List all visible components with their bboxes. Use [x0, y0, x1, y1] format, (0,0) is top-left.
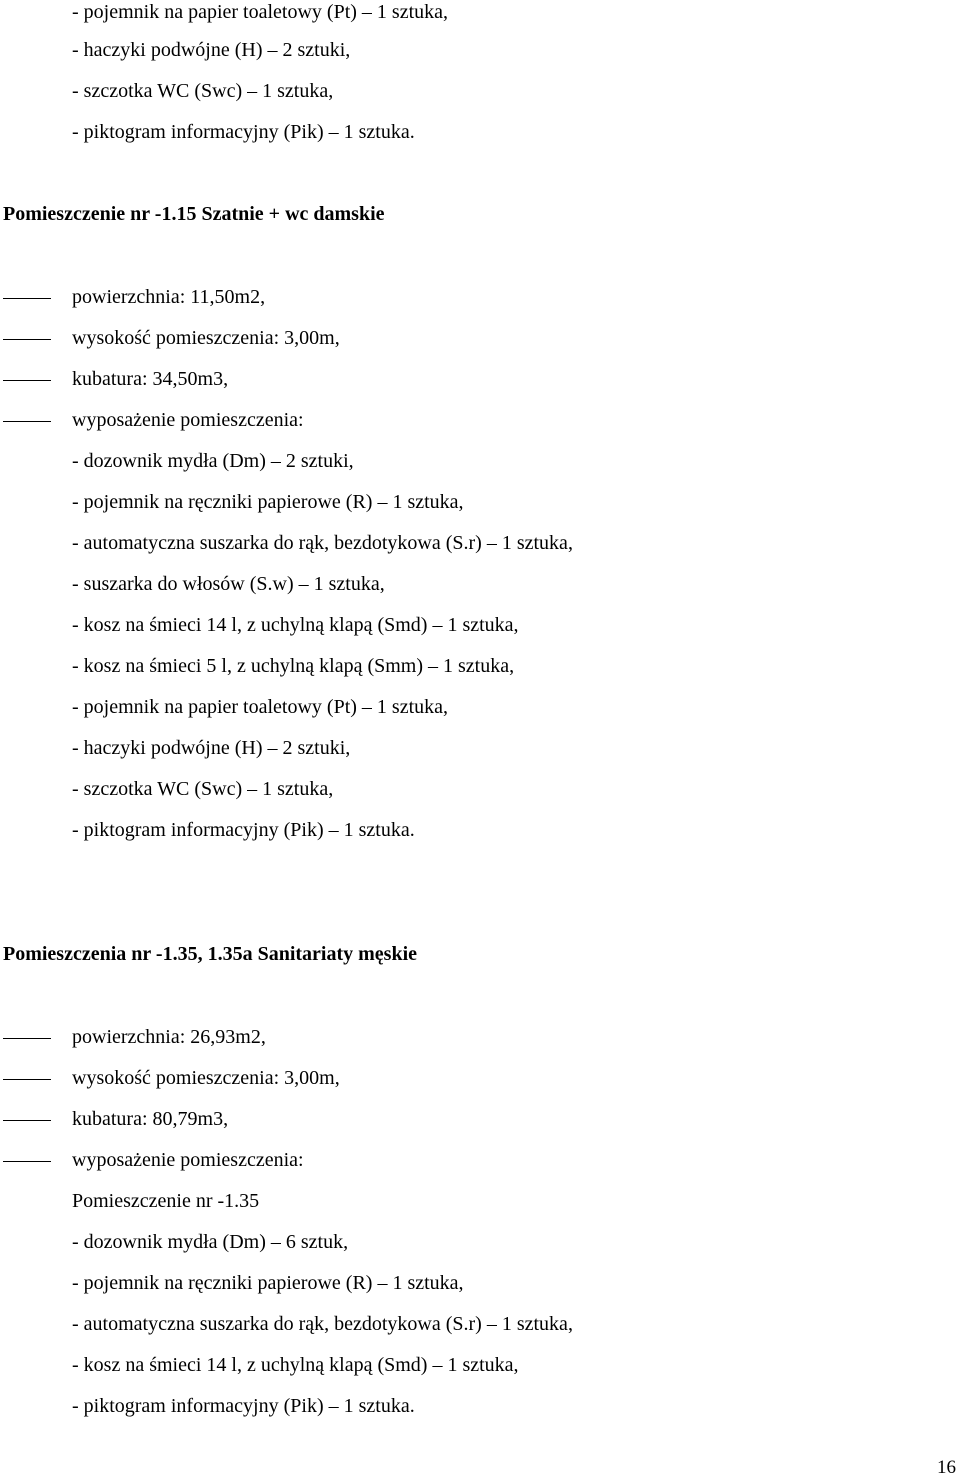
list-item: - pojemnik na papier toaletowy (Pt) – 1 sztuka, — [72, 1, 449, 23]
list-item: - kosz na śmieci 14 l, z uchylną klapą (Smd) – 1 sztuka, — [72, 614, 519, 636]
list-item: - dozownik mydła (Dm) – 2 sztuki, — [72, 450, 354, 472]
list-item: - dozownik mydła (Dm) – 6 sztuk, — [72, 1231, 349, 1253]
param-item: wysokość pomieszczenia: 3,00m, — [72, 327, 340, 349]
list-item: - piktogram informacyjny (Pik) – 1 sztuka. — [72, 819, 415, 841]
param-item: wyposażenie pomieszczenia: — [72, 1149, 304, 1171]
list-item: - automatyczna suszarka do rąk, bezdotykowa (S.r) – 1 sztuka, — [72, 1313, 573, 1335]
dash-bullet — [3, 1038, 51, 1039]
list-item: - piktogram informacyjny (Pik) – 1 sztuka. — [72, 121, 415, 143]
sub-heading: Pomieszczenie nr -1.35 — [72, 1190, 260, 1212]
param-item: powierzchnia: 11,50m2, — [72, 286, 266, 308]
list-item: - kosz na śmieci 14 l, z uchylną klapą (Smd) – 1 sztuka, — [72, 1354, 519, 1376]
list-item: - pojemnik na papier toaletowy (Pt) – 1 sztuka, — [72, 696, 449, 718]
list-item: - automatyczna suszarka do rąk, bezdotykowa (S.r) – 1 sztuka, — [72, 532, 573, 554]
dash-bullet — [3, 1120, 51, 1121]
list-item: - pojemnik na ręczniki papierowe (R) – 1 sztuka, — [72, 1272, 464, 1294]
list-item: - haczyki podwójne (H) – 2 sztuki, — [72, 737, 351, 759]
dash-bullet — [3, 339, 51, 340]
param-item: wysokość pomieszczenia: 3,00m, — [72, 1067, 340, 1089]
list-item: - szczotka WC (Swc) – 1 sztuka, — [72, 80, 334, 102]
dash-bullet — [3, 421, 51, 422]
param-item: kubatura: 80,79m3, — [72, 1108, 229, 1130]
param-item: kubatura: 34,50m3, — [72, 368, 229, 390]
dash-bullet — [3, 1079, 51, 1080]
section-heading: Pomieszczenie nr -1.15 Szatnie + wc damskie — [3, 203, 385, 225]
dash-bullet — [3, 1161, 51, 1162]
list-item: - kosz na śmieci 5 l, z uchylną klapą (Smm) – 1 sztuka, — [72, 655, 515, 677]
list-item: - szczotka WC (Swc) – 1 sztuka, — [72, 778, 334, 800]
list-item: - piktogram informacyjny (Pik) – 1 sztuka. — [72, 1395, 415, 1417]
param-item: powierzchnia: 26,93m2, — [72, 1026, 266, 1048]
section-heading: Pomieszczenia nr -1.35, 1.35a Sanitariaty męskie — [3, 943, 418, 965]
list-item: - suszarka do włosów (S.w) – 1 sztuka, — [72, 573, 385, 595]
page-number: 16 — [937, 1457, 956, 1478]
dash-bullet — [3, 298, 51, 299]
param-item: wyposażenie pomieszczenia: — [72, 409, 304, 431]
list-item: - haczyki podwójne (H) – 2 sztuki, — [72, 39, 351, 61]
dash-bullet — [3, 380, 51, 381]
list-item: - pojemnik na ręczniki papierowe (R) – 1 sztuka, — [72, 491, 464, 513]
